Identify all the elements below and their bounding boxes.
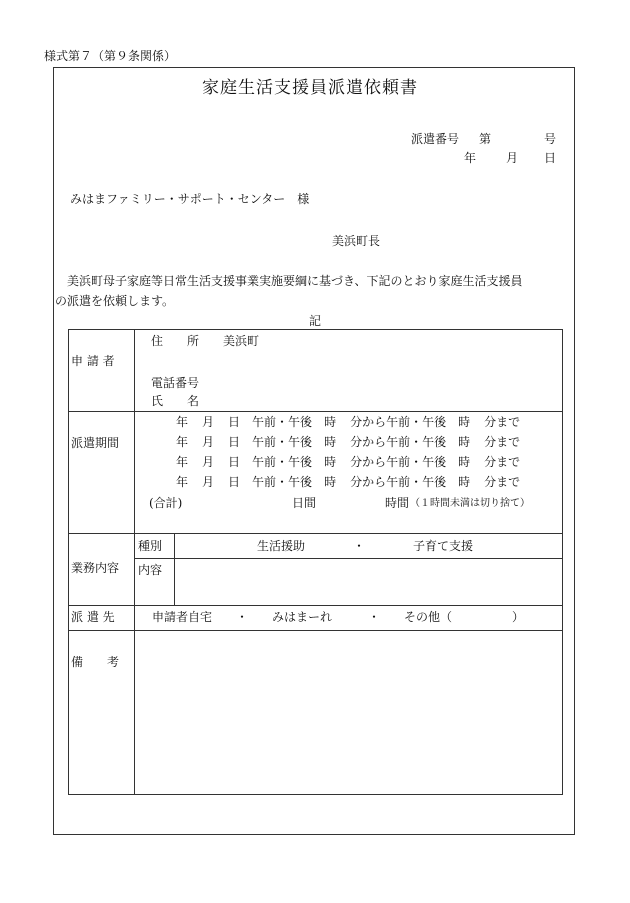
- period-row-3: 年 月 日 午前・午後 時 分から午前・午後 時 分まで: [176, 455, 521, 469]
- period-days-label: 日間: [292, 496, 317, 510]
- row-divider-work-inner: [134, 558, 563, 559]
- destination-options: 申請者自宅 ・ みはまーれ ・ その他（ ）: [152, 610, 525, 624]
- work-type-options: 生活援助 ・ 子育て支援: [257, 539, 474, 553]
- period-row-2: 年 月 日 午前・午後 時 分から午前・午後 時 分まで: [176, 435, 521, 449]
- remarks-label: 備 考: [71, 655, 120, 669]
- date-day: 日: [544, 151, 557, 165]
- label-column-divider: [134, 329, 135, 795]
- work-type-label: 種別: [138, 539, 163, 553]
- row-divider-4: [68, 630, 563, 631]
- phone-label: 電話番号: [151, 376, 200, 390]
- period-row-1: 年 月 日 午前・午後 時 分から午前・午後 時 分まで: [176, 415, 521, 429]
- applicant-label: 申 請 者: [71, 354, 115, 368]
- work-subcolumn-divider: [174, 533, 175, 605]
- addressee: みはまファミリー・サポート・センター 様: [70, 192, 310, 206]
- document-title: 家庭生活支援員派遣依頼書: [202, 78, 418, 98]
- period-total-label: (合計): [149, 496, 183, 510]
- body-line-1: 美浜町母子家庭等日常生活支援事業実施要綱に基づき、下記のとおり家庭生活支援員: [67, 274, 523, 288]
- destination-label: 派 遣 先: [71, 610, 115, 624]
- form-number: 様式第７（第９条関係）: [44, 49, 177, 63]
- period-row-4: 年 月 日 午前・午後 時 分から午前・午後 時 分まで: [176, 475, 521, 489]
- address-label: 住 所: [151, 334, 200, 348]
- sender: 美浜町長: [332, 234, 381, 248]
- date-month: 月: [506, 151, 519, 165]
- period-label: 派遣期間: [71, 436, 120, 450]
- request-table: [68, 329, 563, 795]
- dispatch-number-go: 号: [544, 132, 557, 146]
- address-value: 美浜町: [223, 334, 260, 348]
- dispatch-number-dai: 第: [479, 132, 492, 146]
- work-label: 業務内容: [71, 561, 120, 575]
- row-divider-1: [68, 411, 563, 412]
- ki-mark: 記: [309, 314, 322, 328]
- date-year: 年: [464, 151, 477, 165]
- row-divider-2: [68, 533, 563, 534]
- row-divider-3: [68, 605, 563, 606]
- work-content-label: 内容: [138, 563, 163, 577]
- dispatch-number-label: 派遣番号: [411, 132, 460, 146]
- period-hours-label: 時間: [385, 496, 410, 510]
- body-line-2: の派遣を依頼します。: [55, 294, 175, 308]
- name-label: 氏 名: [151, 394, 200, 408]
- period-hours-note: （１時間未満は切り捨て）: [410, 498, 530, 509]
